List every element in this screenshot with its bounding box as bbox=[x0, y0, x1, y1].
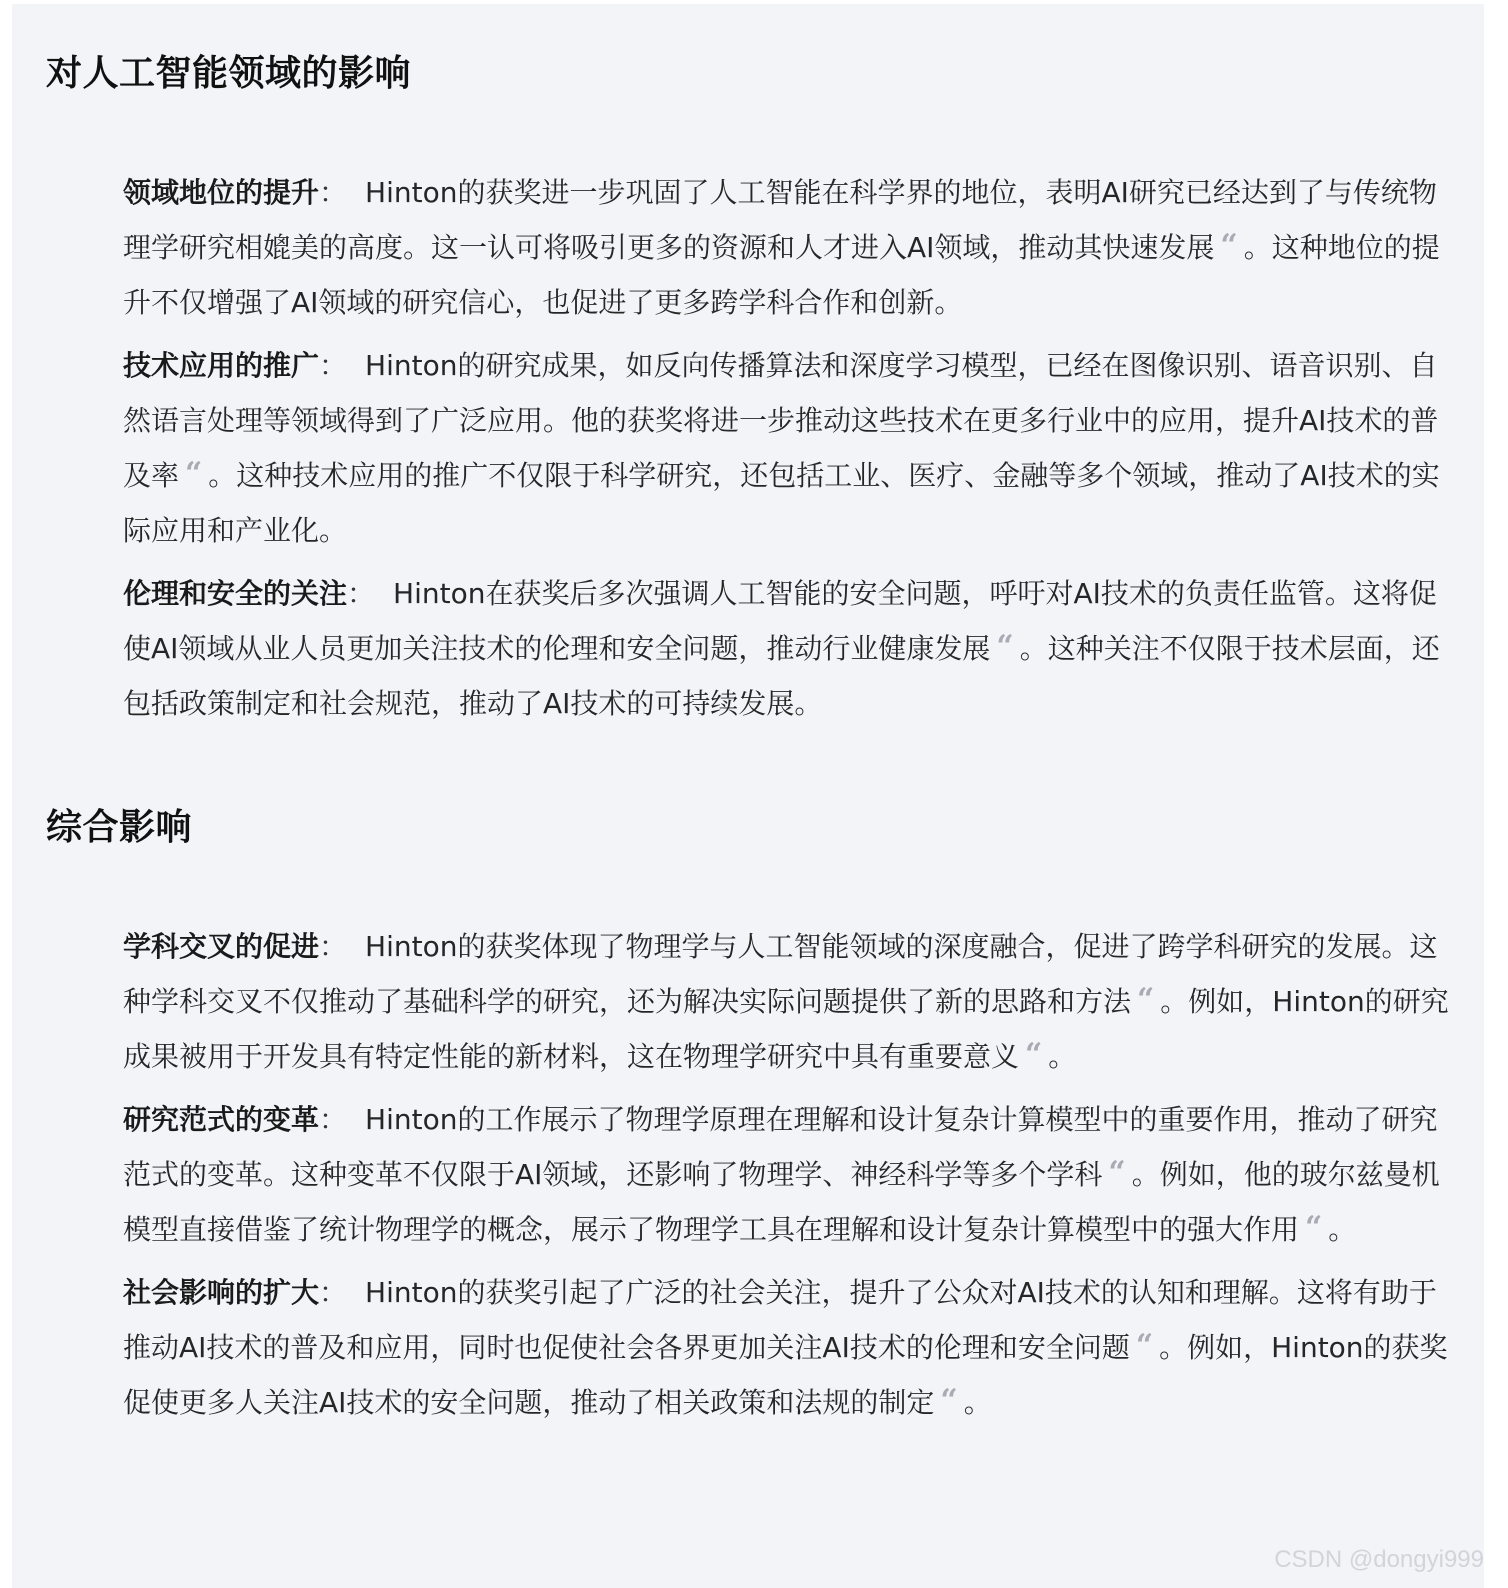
item-text: Hinton的研究成果，如反向传播算法和深度学习模型，已经在图像识别、语音识别、自然语言处理等领域得到了广泛应用。他的获奖将进一步推动这些技术在更多行业中的应用，提升AI技术的普及率 bbox=[123, 349, 1439, 492]
item-text: 。 bbox=[1328, 1213, 1357, 1246]
citation-icon[interactable]: “ bbox=[185, 456, 203, 491]
overall-impact-list bbox=[123, 919, 1453, 1438]
item-colon: ： bbox=[319, 930, 348, 963]
list-item bbox=[123, 165, 1453, 330]
item-text: Hinton的获奖引起了广泛的社会关注，提升了公众对AI技术的认知和理解。这将有助于推动AI技术的普及和应用，同时也促使社会各界更加关注AI技术的伦理和安全问题 bbox=[123, 1276, 1437, 1364]
item-text: Hinton的获奖进一步巩固了人工智能在科学界的地位，表明AI研究已经达到了与传统物理学研究相媲美的高度。这一认可将吸引更多的资源和人才进入AI领域，推动其快速发展 bbox=[123, 176, 1437, 264]
item-text: Hinton的工作展示了物理学原理在理解和设计复杂计算模型中的重要作用，推动了研究范式的变革。这种变革不仅限于AI领域，还影响了物理学、神经科学等多个学科 bbox=[123, 1103, 1438, 1191]
citation-icon[interactable]: “ bbox=[1135, 1328, 1154, 1363]
citation-icon[interactable]: “ bbox=[996, 629, 1014, 664]
citation-icon[interactable]: “ bbox=[1305, 1210, 1323, 1245]
item-colon: ： bbox=[319, 1276, 348, 1309]
item-colon: ： bbox=[319, 1103, 348, 1136]
item-text: 。 bbox=[963, 1386, 992, 1419]
item-label: 学科交叉的促进 bbox=[123, 930, 320, 963]
section-title-ai-impact: 对人工智能领域的影响 bbox=[46, 53, 412, 94]
item-text: 。例如，Hinton的研究成果被用于开发具有特定性能的新材料，这在物理学研究中具有重要意义 bbox=[123, 985, 1449, 1073]
citation-icon[interactable]: “ bbox=[1108, 1155, 1126, 1190]
list-item bbox=[123, 919, 1453, 1084]
section-title-overall-impact: 综合影响 bbox=[46, 807, 193, 848]
item-label: 伦理和安全的关注 bbox=[123, 577, 348, 610]
list-item bbox=[123, 1092, 1453, 1257]
content-card bbox=[12, 4, 1484, 1588]
item-colon: ： bbox=[319, 176, 348, 209]
ai-impact-list bbox=[123, 165, 1453, 739]
item-label: 技术应用的推广 bbox=[123, 349, 320, 382]
list-item bbox=[123, 338, 1453, 558]
item-colon: ： bbox=[319, 349, 348, 382]
citation-icon[interactable]: “ bbox=[1220, 228, 1238, 263]
item-label: 领域地位的提升 bbox=[123, 176, 320, 209]
list-item bbox=[123, 1265, 1453, 1430]
item-text: Hinton的获奖体现了物理学与人工智能领域的深度融合，促进了跨学科研究的发展。这种学科交叉不仅推动了基础科学的研究，还为解决实际问题提供了新的思路和方法 bbox=[123, 930, 1438, 1018]
csdn-watermark: CSDN @dongyi999 bbox=[1274, 1546, 1484, 1573]
item-text: 。例如，他的玻尔兹曼机模型直接借鉴了统计物理学的概念，展示了物理学工具在理解和设计复杂计算模型中的强大作用 bbox=[123, 1158, 1440, 1246]
item-label: 社会影响的扩大 bbox=[123, 1276, 320, 1309]
item-text: 。这种关注不仅限于技术层面，还包括政策制定和社会规范，推动了AI技术的可持续发展。 bbox=[123, 632, 1440, 720]
citation-icon[interactable]: “ bbox=[1025, 1037, 1043, 1072]
item-label: 研究范式的变革 bbox=[123, 1103, 320, 1136]
item-text: 。这种技术应用的推广不仅限于科学研究，还包括工业、医疗、金融等多个领域，推动了AI技术的实际应用和产业化。 bbox=[123, 459, 1440, 547]
item-text: 。例如，Hinton的获奖促使更多人关注AI技术的安全问题，推动了相关政策和法规的制定 bbox=[123, 1331, 1448, 1419]
item-colon: ： bbox=[347, 577, 376, 610]
citation-icon[interactable]: “ bbox=[940, 1383, 958, 1418]
item-text: 。 bbox=[1048, 1040, 1077, 1073]
item-text: Hinton在获奖后多次强调人工智能的安全问题，呼吁对AI技术的负责任监管。这将促使AI领域从业人员更加关注技术的伦理和安全问题，推动行业健康发展 bbox=[123, 577, 1437, 665]
citation-icon[interactable]: “ bbox=[1137, 982, 1155, 1017]
item-text: 。这种地位的提升不仅增强了AI领域的研究信心，也促进了更多跨学科合作和创新。 bbox=[123, 231, 1440, 319]
list-item bbox=[123, 566, 1453, 731]
